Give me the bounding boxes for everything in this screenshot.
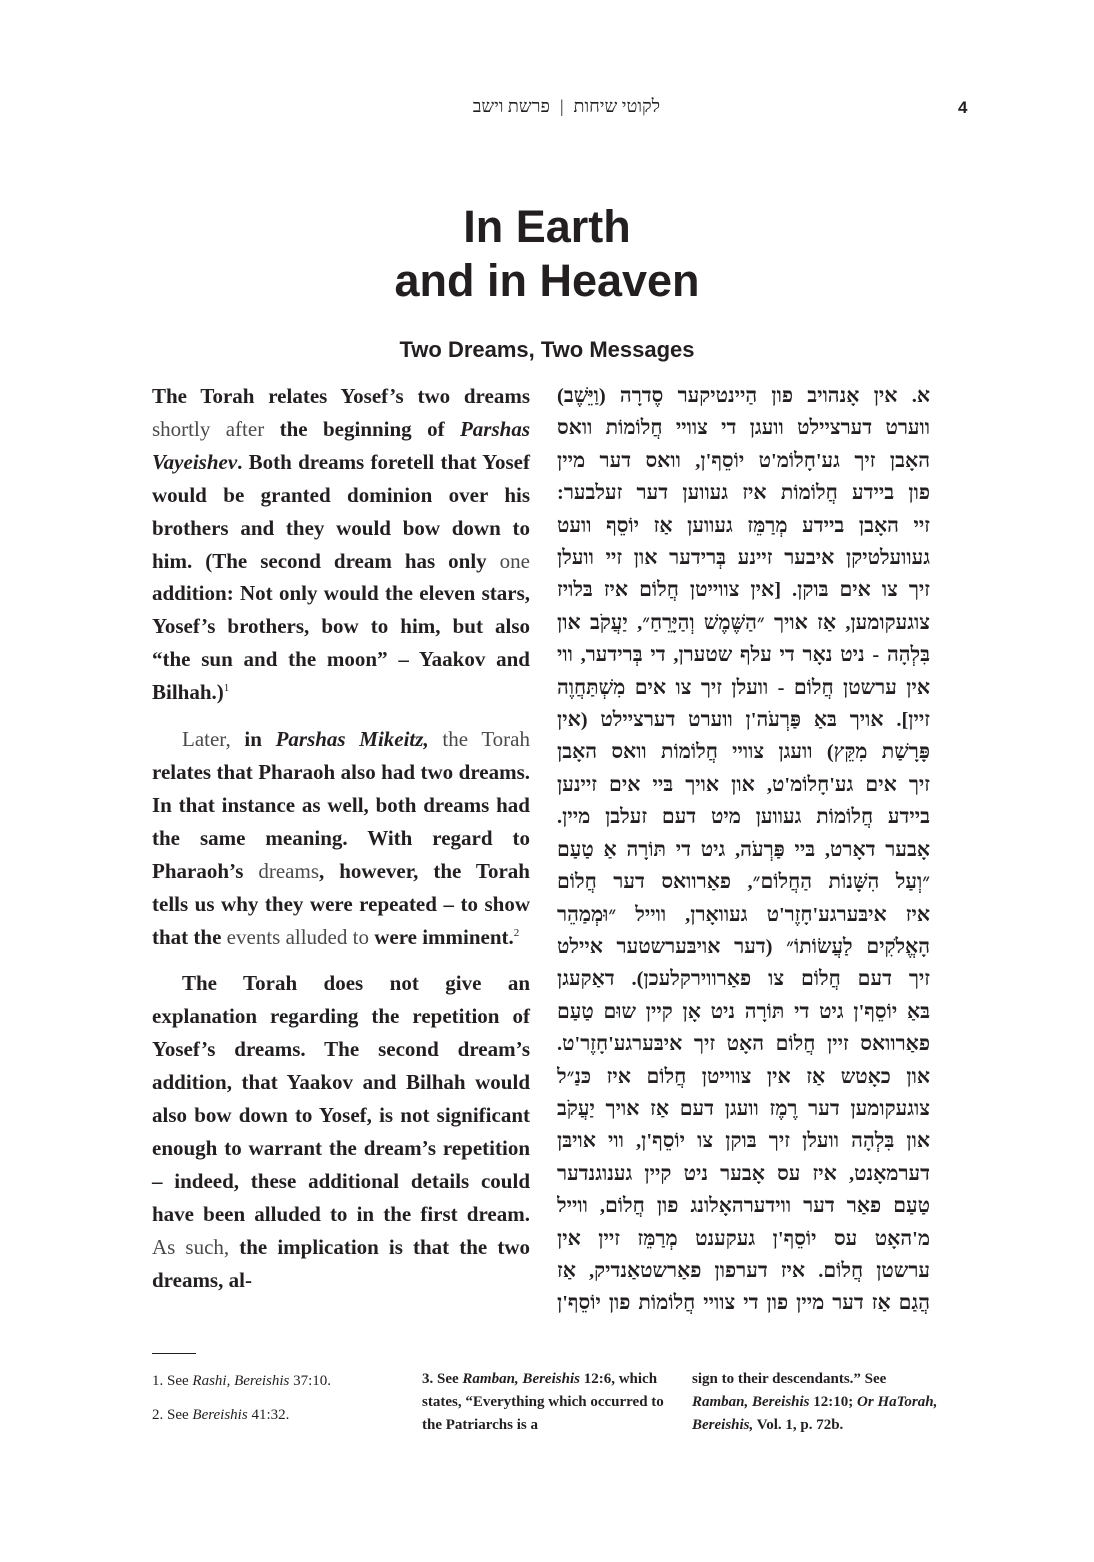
hebrew-line: טַעַם פאַר דער ווידערהאָלונג פון חֲלוֹם, ווייל xyxy=(557,1195,930,1218)
hebrew-line: דערמאָנט, איז עס אָבער ניט קיין גענוגנדער xyxy=(557,1162,930,1185)
hebrew-line: הָאֱלֹקִים לַעֲשׂוֹתוֹ״ (דער אויבּערשטער איילט xyxy=(557,935,930,958)
hebrew-line: פאַרוואס זיין חֲלוֹם האָט זיך איבּערגע'חָזֶר'ט. xyxy=(557,1033,930,1056)
parsha-name: פרשת וישב xyxy=(472,96,550,116)
hebrew-line: אָבער דאָרט, בּיי פַּרְעֹה, גיט די תּוֹרָה אַ טַעַם xyxy=(557,838,930,861)
hebrew-line: און כאָטש אַז אין צווייטן חֲלוֹם איז כּנַ״ל xyxy=(557,1065,930,1088)
text-run: 1. See xyxy=(152,1373,193,1389)
text-run: Bereishis xyxy=(192,1407,248,1423)
text-run: Rashi, Bereishis xyxy=(192,1373,290,1389)
hebrew-line: מ'האָט עס יוֹסֵף'ן געקענט מְרַמֵּז זיין אין xyxy=(557,1227,930,1250)
text-run: in xyxy=(244,727,276,752)
text-run: Ramban, Bereishis xyxy=(692,1394,810,1410)
footnote-2 xyxy=(152,1404,392,1427)
footnote-1 xyxy=(152,1370,392,1393)
hebrew-line: זיי האָבן ביידע מְרַמֵּז געווען אַז יוֹסֵף וועט xyxy=(557,514,930,537)
hebrew-line: און בִּלְהָה וועלן זיך בּוקן צו יוֹסֵף'ן, ווי אויבּן xyxy=(557,1130,930,1153)
hebrew-line: בִּלְהָה - ניט נאָר די עלף שטערן, די בְּרידער, ווי xyxy=(557,644,930,667)
hebrew-line: געוועלטיקן איבער זיינע בְּרידער און זיי וועלן xyxy=(557,547,930,570)
text-run: were imminent. xyxy=(374,924,514,949)
text-run: , however, the Torah tells us why they were repeated – to show that the xyxy=(152,858,530,949)
hebrew-line: זיך אים גע'חָלוֹמ'ט, און אויך בּיי אים זיינען xyxy=(557,773,930,796)
text-run: 1 xyxy=(223,682,230,695)
text-run: shortly after xyxy=(152,416,280,441)
hebrew-line: איז איבּערגע'חָזֶר'ט געוואָרן, ווייל ״וּמְמַהֵר xyxy=(557,903,930,926)
text-run: Parshas Mikeitz, xyxy=(275,727,429,752)
title-line-2: and in Heaven xyxy=(394,255,700,306)
english-paragraph-2 xyxy=(152,723,530,953)
hebrew-line: האָבן זיך גע'חָלוֹמ'ט יוֹסֵף'ן, וואס דער מיין xyxy=(557,449,930,472)
text-run: The Torah relates Yosef’s two dreams xyxy=(152,384,530,408)
hebrew-line: הֲגַם אַז דער מיין פון די צוויי חֲלוֹמוֹת פון יוֹסֵף'ן xyxy=(557,1292,930,1315)
text-run: The Torah does not give an explanation regarding the repetition of Yosef’s dreams. The second dream’s addition, that Yaakov and Bilhah would also bow down to Yosef, is not significant enough to warrant the dream’s repetition – indeed, these additional details could have been alluded to in the first dream. xyxy=(152,971,530,1226)
hebrew-line: ״וְעַל הִשָּׁנוֹת הַחֲלוֹם״, פאַרוואס דער חֲלוֹם xyxy=(557,871,930,894)
running-head xyxy=(360,96,660,117)
text-run: Vol. 1, p. 72b. xyxy=(753,1417,844,1433)
text-run: the beginning of xyxy=(279,416,460,441)
text-run: Parshas Vayeishev xyxy=(152,416,530,474)
text-run: 37:10. xyxy=(289,1373,332,1389)
hebrew-line: ביידע חֲלוֹמוֹת געווען מיט דעם זעלבן מיין. xyxy=(557,806,930,829)
text-run: the implication is that the two dreams, al- xyxy=(152,1234,530,1292)
hebrew-line: א. אין אָנהויב פון הַיינטיקער סֶדרָה (וַיֵּשֶׁב) xyxy=(557,385,930,407)
text-run: 3. See xyxy=(422,1371,463,1387)
text-run: dreams xyxy=(243,858,320,883)
text-run: 41:32. xyxy=(247,1407,290,1423)
hebrew-line: צוגעקומען, אַז אויך ״הַשֶּׁמֶשׁ וְהַיָּרֵחַ״, יַעֲקֹב און xyxy=(557,611,930,634)
hebrew-line: פון ביידע חֲלוֹמוֹת איז געווען דער זעלבער: xyxy=(557,482,930,505)
hebrew-line: בּאַ יוֹסֵף'ן גיט די תּוֹרָה ניט אָן קיין שוּם טַעַם xyxy=(557,1000,930,1023)
footnote-3-continued xyxy=(692,1368,942,1437)
hebrew-line: פָּרָשַׁת מִקֵּץ) וועגן צוויי חֲלוֹמוֹת וואס האָבן xyxy=(557,741,930,764)
hebrew-column xyxy=(557,380,930,1320)
page-title xyxy=(0,200,1094,308)
hebrew-line: ווערט דערציילט וועגן די צוויי חֲלוֹמוֹת וואס xyxy=(557,417,930,440)
text-run: Or HaTorah, Bereishis, xyxy=(692,1394,938,1433)
hebrew-line: ערשטן חֲלוֹם. איז דערפון פאַרשטאַנדיק, אַז xyxy=(557,1259,930,1282)
title-line-1: In Earth xyxy=(463,201,631,252)
text-run: addition: Not only would the eleven stars, Yosef’s brothers, bow to him, but also “the sun and the moon” – Yaakov and Bilhah.) xyxy=(152,581,530,705)
text-run: Later, xyxy=(182,727,245,752)
text-run: As such, xyxy=(152,1234,240,1259)
hebrew-line: זיך דעם חֲלוֹם צו פאַרווירקלעכן). דאַקעגן xyxy=(557,968,930,991)
header-separator: | xyxy=(559,96,564,116)
page-number: 4 xyxy=(958,98,968,117)
text-run: Ramban, Bereishis xyxy=(462,1371,580,1387)
text-run: sign to their descendants.” See xyxy=(692,1371,887,1387)
book-title: לקוטי שיחות xyxy=(573,96,660,116)
hebrew-line: זיין]. אויך בּאַ פַּרְעֹה'ן ווערט דערציילט (אין xyxy=(557,709,930,732)
text-run: 12:6, which states, “Everything which occurred to the Patriarchs is a xyxy=(422,1371,664,1433)
text-run: events alluded to xyxy=(221,924,375,949)
english-paragraph-3 xyxy=(152,967,530,1296)
hebrew-line: זיך צו אים בּוקן. [אין צווייטן חֲלוֹם איז בּלויז xyxy=(557,579,930,602)
text-run: one xyxy=(486,548,530,573)
text-run: the Torah xyxy=(428,727,530,752)
text-run: relates that Pharaoh also had two dreams. In that instance as well, both dreams had the same meaning. With regard to Pharaoh’s xyxy=(152,759,530,883)
subtitle: Two Dreams, Two Messages xyxy=(399,337,695,362)
text-run: 12:10; xyxy=(809,1394,858,1410)
hebrew-line: אין ערשטן חֲלוֹם - וועלן זיך צו אים מִשְׁתַּחֲוֶה xyxy=(557,676,930,699)
text-run: 2 xyxy=(513,926,520,939)
footnote-rule xyxy=(152,1353,196,1354)
footnote-3 xyxy=(422,1368,667,1437)
text-run: . Both dreams foretell that Yosef would be granted dominion over his brothers and they would bow down to him. (The second dream has only xyxy=(152,449,530,573)
english-paragraph-1 xyxy=(152,380,530,709)
hebrew-line: צוגעקומען דער רֶמֶז וועגן דעם אַז אויך יַעֲקֹב xyxy=(557,1097,930,1120)
text-run: 2. See xyxy=(152,1407,193,1423)
english-column xyxy=(152,380,530,1310)
